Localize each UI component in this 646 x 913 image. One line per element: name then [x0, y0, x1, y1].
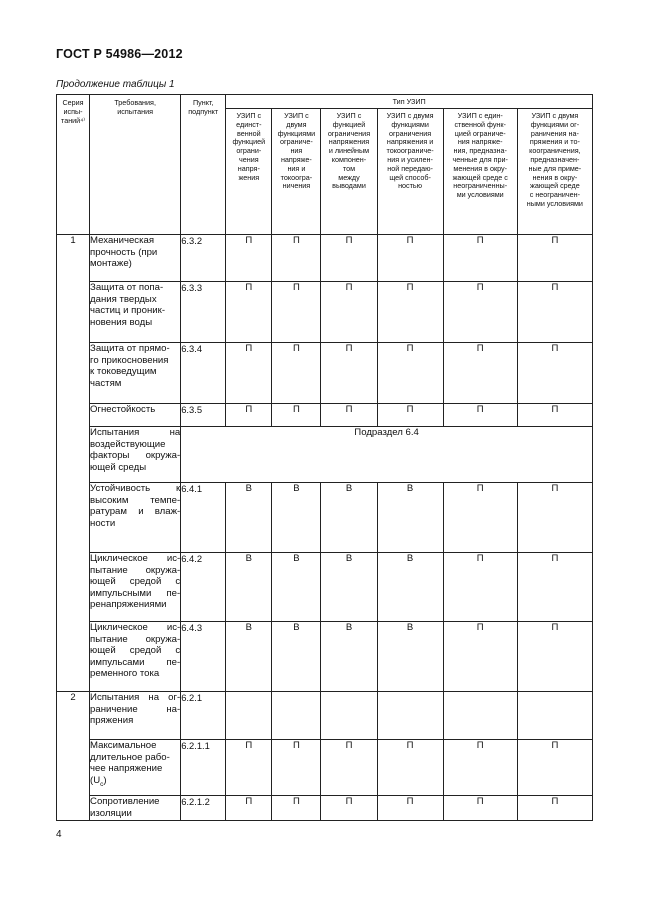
header-type-line: раничения на- — [530, 128, 579, 138]
value-cell: В — [226, 483, 272, 553]
header-type-line: напряже- — [280, 154, 312, 164]
requirements-table — [56, 94, 593, 821]
header-type-line: ными условиями — [526, 198, 583, 208]
requirement-line: высоким темпе- — [90, 494, 181, 506]
header-type-2 — [272, 109, 321, 235]
header-type-line: ничения — [282, 181, 311, 191]
header-type-line: компонен- — [331, 154, 367, 164]
header-type-line: неограниченны- — [453, 181, 508, 191]
value-cell: П — [272, 740, 321, 796]
header-type-line: венной — [236, 128, 261, 138]
header-type-line: жающей среде с — [452, 172, 508, 182]
value-cell: П — [443, 483, 517, 553]
value-cell: П — [226, 343, 272, 404]
requirement-line: Испытания на ог- — [90, 692, 181, 703]
header-type-line: между — [338, 172, 360, 182]
value-cell: П — [321, 740, 377, 796]
subsection-reference: Подраздел 6.4 — [181, 427, 593, 483]
header-type-line: том — [342, 163, 356, 173]
header-type-line: ные для приме- — [528, 163, 582, 173]
header-type-line: ния, предназна- — [453, 146, 507, 156]
header-type-line: ностью — [398, 181, 423, 191]
value-cell: П — [517, 796, 592, 821]
header-type-line: ограничения — [327, 128, 371, 138]
header-requirements: Требования, испытания — [90, 95, 181, 235]
table-row — [57, 282, 593, 343]
requirement-line: ющей среды — [90, 461, 147, 473]
requirement-line: импульсами пе- — [90, 656, 181, 668]
value-cell: П — [443, 235, 517, 282]
header-type-line: УЗИП с — [236, 111, 262, 120]
requirement-line: ющей средой с — [90, 576, 181, 588]
requirement-line: частям — [90, 377, 122, 389]
header-type-line: УЗИП с — [284, 111, 309, 120]
requirement-cell — [90, 622, 181, 692]
header-type-line: чения — [239, 154, 259, 164]
value-cell: П — [443, 740, 517, 796]
requirement-line: ющей средой с — [90, 645, 181, 657]
clause-cell: 6.2.1.2 — [181, 796, 226, 821]
header-type-line: УЗИП с — [336, 111, 362, 120]
value-cell: В — [226, 553, 272, 622]
requirement-cell — [90, 282, 181, 343]
requirement-line: ренапряжениями — [90, 599, 167, 611]
value-cell — [517, 692, 592, 740]
document-title: ГОСТ Р 54986—2012 — [56, 47, 183, 61]
value-cell: П — [517, 740, 592, 796]
requirement-line: пряжения — [90, 715, 134, 727]
requirement-line: частиц и проник- — [90, 305, 166, 317]
requirement-line: дания твердых — [90, 293, 157, 305]
value-cell — [321, 692, 377, 740]
header-type-line: УЗИП с двумя — [386, 111, 434, 120]
table-row — [57, 692, 593, 740]
requirement-line: пытание окружа- — [90, 564, 181, 576]
value-cell: В — [377, 483, 443, 553]
header-type-line: УЗИП с двумя — [531, 111, 579, 120]
value-cell: П — [443, 553, 517, 622]
table-row — [57, 483, 593, 553]
requirement-line: изоляции — [90, 807, 132, 819]
value-cell: В — [272, 553, 321, 622]
clause-cell: 6.2.1 — [181, 692, 226, 740]
header-type-line: менения в окру- — [453, 163, 508, 173]
requirement-cell — [90, 404, 181, 427]
header-series: Серия испы- таний⁴⁾ — [57, 95, 90, 235]
header-type-line: ограничения — [388, 128, 432, 138]
table-caption: Продолжение таблицы 1 — [56, 79, 175, 90]
header-type-line: ственной функ- — [454, 119, 506, 129]
header-type-line: УЗИП с един- — [457, 111, 503, 120]
series-cell: 1 — [57, 235, 90, 692]
requirement-line: Циклическое ис- — [90, 622, 181, 633]
value-cell: П — [517, 622, 592, 692]
requirement-line: ности — [90, 517, 116, 529]
requirement-line: новения воды — [90, 316, 153, 328]
value-cell: П — [377, 282, 443, 343]
requirement-cell — [90, 483, 181, 553]
value-cell: П — [443, 622, 517, 692]
header-type-line: ния и — [287, 163, 306, 173]
table-row — [57, 427, 593, 483]
value-cell: П — [226, 796, 272, 821]
header-type-line: коограничения, — [529, 146, 581, 156]
header-type-1 — [226, 109, 272, 235]
requirement-cell — [90, 740, 181, 796]
clause-cell: 6.3.2 — [181, 235, 226, 282]
header-type-5 — [443, 109, 517, 235]
header-type-line: единст- — [236, 119, 262, 129]
value-cell: В — [321, 483, 377, 553]
value-cell: П — [272, 282, 321, 343]
requirement-cell — [90, 796, 181, 821]
requirement-line: Защита от попа- — [90, 282, 164, 293]
header-type-line: ной передаю- — [387, 163, 433, 173]
header-type-line: жения — [238, 172, 260, 182]
requirement-cell — [90, 427, 181, 483]
header-type-line: ограниче- — [280, 137, 313, 147]
header-type-line: ния напряже- — [457, 137, 503, 147]
header-type-line: ми условиями — [456, 190, 504, 200]
value-cell: П — [321, 343, 377, 404]
requirement-line: Максимальное — [90, 740, 157, 751]
value-cell: В — [226, 622, 272, 692]
header-type-line: цией ограниче- — [454, 128, 506, 138]
value-cell: П — [377, 404, 443, 427]
value-cell: П — [321, 404, 377, 427]
value-cell: П — [321, 796, 377, 821]
value-cell: П — [321, 235, 377, 282]
clause-cell: 6.2.1.1 — [181, 740, 226, 796]
header-type-line: функциями — [391, 119, 429, 129]
table-row — [57, 796, 593, 821]
requirement-line: Сопротивление — [90, 796, 160, 807]
header-type-line: функциями — [277, 128, 316, 138]
requirement-line: импульсными пе- — [90, 587, 181, 599]
requirement-line: го прикосновения — [90, 354, 169, 366]
header-type-line: функцией — [232, 137, 266, 147]
header-type-4 — [377, 109, 443, 235]
header-type-line: напряжения и — [386, 137, 434, 147]
requirement-line: $(U_c)$ — [90, 774, 107, 788]
header-type-line: щей способ- — [389, 172, 431, 182]
value-cell: П — [443, 282, 517, 343]
value-cell — [272, 692, 321, 740]
value-cell: П — [377, 235, 443, 282]
value-cell: П — [226, 740, 272, 796]
value-cell: П — [226, 235, 272, 282]
requirement-line: факторы окружа- — [90, 450, 181, 462]
value-cell: П — [377, 740, 443, 796]
requirement-line: раничение на- — [90, 703, 181, 715]
header-type-line: пряжения и то- — [529, 137, 580, 147]
value-cell: П — [517, 343, 592, 404]
table-row — [57, 740, 593, 796]
requirement-line: ратурам и влаж- — [90, 506, 181, 518]
page-number: 4 — [56, 829, 62, 840]
value-cell: П — [272, 404, 321, 427]
header-type-line: двумя — [286, 119, 307, 129]
header-type-line: и линейным — [328, 146, 370, 156]
header-clause: Пункт, подпункт — [181, 95, 226, 235]
value-cell: П — [226, 282, 272, 343]
header-type-line: функцией — [332, 119, 366, 129]
header-type-line: выводами — [332, 181, 366, 191]
requirement-line: чее напряжение — [90, 763, 163, 775]
requirement-cell — [90, 692, 181, 740]
clause-cell: 6.4.1 — [181, 483, 226, 553]
header-type-line: токоограниче- — [386, 146, 434, 156]
value-cell: П — [377, 343, 443, 404]
value-cell: П — [443, 404, 517, 427]
value-cell: П — [517, 235, 592, 282]
header-type-line: нения в окру- — [532, 172, 578, 182]
value-cell: П — [517, 553, 592, 622]
table-row — [57, 553, 593, 622]
header-type-line: с неограничен- — [529, 190, 581, 200]
header-type-line: жающей среде — [530, 181, 580, 191]
value-cell: В — [377, 622, 443, 692]
value-cell: П — [272, 343, 321, 404]
header-type-line: функциями ог- — [530, 119, 580, 129]
requirement-line: Защита от прямо- — [90, 343, 170, 354]
value-cell: П — [517, 483, 592, 553]
header-type-6 — [517, 109, 592, 235]
requirement-line: монтаже) — [90, 258, 132, 270]
value-cell: П — [517, 404, 592, 427]
value-cell: В — [321, 553, 377, 622]
table-row — [57, 404, 593, 427]
value-cell: В — [272, 622, 321, 692]
header-type-group: Тип УЗИП — [226, 95, 593, 109]
value-cell: П — [517, 282, 592, 343]
value-cell: В — [321, 622, 377, 692]
value-cell: П — [443, 796, 517, 821]
clause-cell: 6.3.3 — [181, 282, 226, 343]
header-type-line: ограни- — [236, 146, 262, 156]
header-type-line: ния — [290, 146, 303, 156]
requirement-cell — [90, 553, 181, 622]
requirement-line: длительное рабо- — [90, 751, 170, 763]
value-cell: В — [272, 483, 321, 553]
value-cell — [443, 692, 517, 740]
header-type-3 — [321, 109, 377, 235]
value-cell — [226, 692, 272, 740]
clause-cell: 6.4.2 — [181, 553, 226, 622]
table-row — [57, 343, 593, 404]
requirement-cell — [90, 235, 181, 282]
requirement-line: Огнестойкость — [90, 404, 156, 415]
value-cell: П — [272, 796, 321, 821]
requirement-line: к токоведущим — [90, 366, 157, 378]
table-row — [57, 622, 593, 692]
value-cell: П — [321, 282, 377, 343]
value-cell: П — [377, 796, 443, 821]
header-type-line: предназначен- — [530, 154, 580, 164]
header-type-line: напря- — [237, 163, 260, 173]
header-type-line: ния и усилен- — [387, 154, 433, 164]
requirement-line: Устойчивость к — [90, 483, 181, 494]
header-type-line: ченные для при- — [452, 154, 508, 164]
requirement-line: пытание окружа- — [90, 633, 181, 645]
table-row — [57, 235, 593, 282]
requirement-cell — [90, 343, 181, 404]
clause-cell: 6.3.4 — [181, 343, 226, 404]
clause-cell: 6.4.3 — [181, 622, 226, 692]
value-cell — [377, 692, 443, 740]
header-type-line: токоогра- — [280, 172, 313, 182]
value-cell: П — [443, 343, 517, 404]
requirement-line: воздействующие — [90, 438, 166, 450]
header-type-line: напряжения — [328, 137, 370, 147]
requirement-line: Циклическое ис- — [90, 553, 181, 564]
requirement-line: Испытания на — [90, 427, 181, 438]
value-cell: П — [226, 404, 272, 427]
requirement-line: Механическая — [90, 235, 155, 246]
series-cell: 2 — [57, 692, 90, 821]
clause-cell: 6.3.5 — [181, 404, 226, 427]
requirement-line: прочность (при — [90, 246, 158, 258]
requirement-line: ременного тока — [90, 668, 160, 680]
value-cell: П — [272, 235, 321, 282]
value-cell: В — [377, 553, 443, 622]
